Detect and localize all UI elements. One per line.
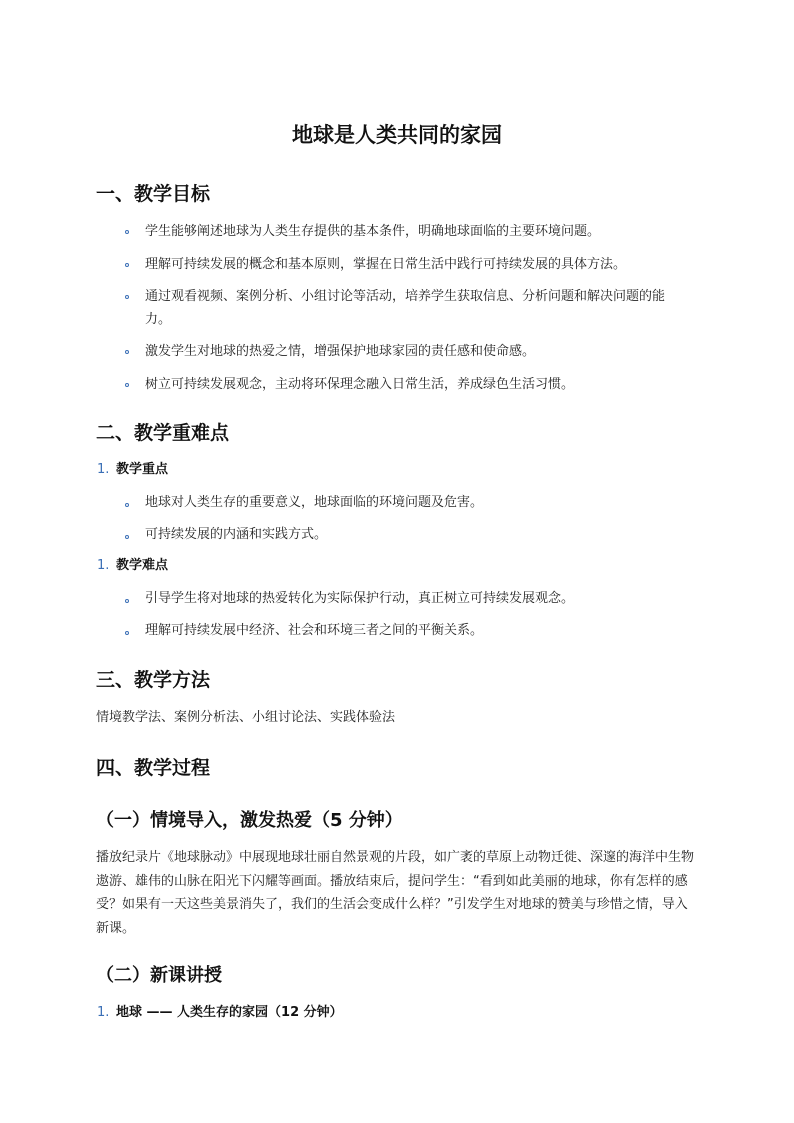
difficult-points-label: 教学难点 — [116, 558, 169, 573]
bullet-icon — [125, 535, 129, 539]
section-heading-process: 四、教学过程 — [96, 757, 211, 779]
bullet-icon — [125, 230, 129, 234]
bullet-icon — [125, 503, 129, 507]
bullet-icon — [125, 631, 129, 635]
lesson-part-label: 地球 —— 人类生存的家园（12 分钟） — [116, 1005, 343, 1020]
difficult-point-item: 引导学生将对地球的热爱转化为实际保护行动，真正树立可持续发展观念。 — [145, 591, 575, 606]
bullet-icon — [125, 295, 129, 299]
bullet-icon — [125, 263, 129, 267]
section-heading-key-points: 二、教学重难点 — [96, 422, 230, 444]
objective-item: 理解可持续发展的概念和基本原则，掌握在日常生活中践行可持续发展的具体方法。 — [145, 257, 627, 272]
objective-item: 学生能够阐述地球为人类生存提供的基本条件，明确地球面临的主要环境问题。 — [145, 224, 601, 239]
list-number: 1. — [97, 558, 110, 573]
bullet-icon — [125, 350, 129, 354]
difficult-point-item: 理解可持续发展中经济、社会和环境三者之间的平衡关系。 — [145, 623, 484, 638]
key-points-label: 教学重点 — [116, 462, 169, 477]
intro-paragraph: 播放纪录片《地球脉动》中展现地球壮丽自然景观的片段，如广袤的草原上动物迁徙、深邃的海洋中生物遨游、雄伟的山脉在阳光下闪耀等画面。播放结束后，提问学生：“看到如此美丽的地球，你有怎样的感受？如果有一天这些美景消失了，我们的生活会变成什么样？”引发学生对地球的赞美与珍惜之情，导入新课。 — [96, 850, 695, 936]
subsection-heading-new-lesson: （二）新课讲授 — [96, 965, 222, 986]
methods-text: 情境教学法、案例分析法、小组讨论法、实践体验法 — [96, 710, 396, 725]
key-point-item: 地球对人类生存的重要意义，地球面临的环境问题及危害。 — [145, 495, 484, 510]
section-heading-methods: 三、教学方法 — [96, 669, 211, 691]
list-number: 1. — [97, 462, 110, 477]
bullet-icon — [125, 599, 129, 603]
objective-item: 通过观看视频、案例分析、小组讨论等活动，培养学生获取信息、分析问题和解决问题的能力。 — [145, 289, 666, 327]
subsection-heading-intro: （一）情境导入，激发热爱（5 分钟） — [96, 810, 403, 831]
objective-item: 激发学生对地球的热爱之情，增强保护地球家园的责任感和使命感。 — [145, 344, 536, 359]
bullet-icon — [125, 383, 129, 387]
document-title: 地球是人类共同的家园 — [292, 123, 502, 147]
key-point-item: 可持续发展的内涵和实践方式。 — [145, 527, 328, 542]
list-number: 1. — [97, 1005, 110, 1020]
objective-item: 树立可持续发展观念，主动将环保理念融入日常生活，养成绿色生活习惯。 — [145, 377, 575, 392]
section-heading-objectives: 一、教学目标 — [96, 183, 211, 205]
